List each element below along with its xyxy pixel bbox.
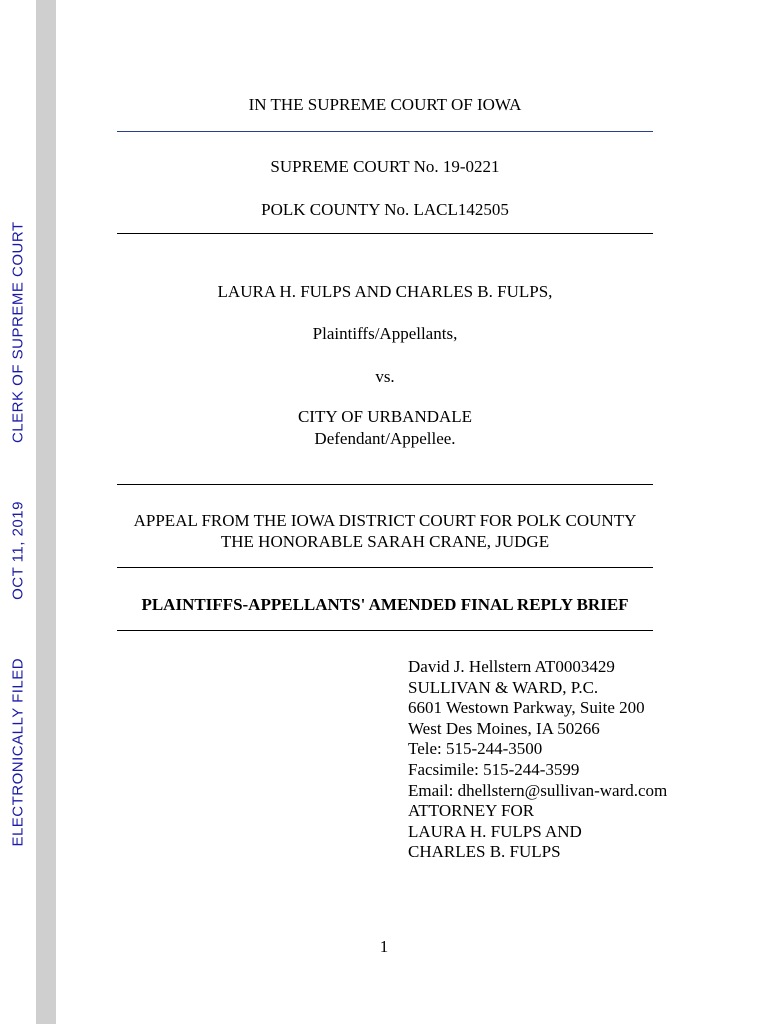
- stamp-filed: ELECTRONICALLY FILED: [9, 657, 27, 847]
- plaintiffs-names: LAURA H. FULPS AND CHARLES B. FULPS,: [217, 282, 553, 301]
- attorney-role-line2: LAURA H. FULPS AND: [408, 821, 582, 841]
- defendant-role: Defendant/Appellee.: [314, 429, 456, 448]
- stamp-date: OCT 11, 2019: [9, 501, 27, 600]
- divider: [117, 131, 653, 132]
- versus: vs.: [375, 367, 395, 386]
- attorney-telephone: Tele: 515-244-3500: [408, 739, 543, 759]
- divider: [117, 567, 653, 568]
- attorney-facsimile: Facsimile: 515-244-3599: [408, 759, 580, 779]
- attorney-name: David J. Hellstern AT0003429: [408, 657, 615, 676]
- divider: [117, 484, 653, 485]
- attorney-address-line1: 6601 Westown Parkway, Suite 200: [408, 698, 645, 718]
- attorney-block: [408, 657, 667, 863]
- attorney-email: Email: dhellstern@sullivan-ward.com: [408, 780, 668, 800]
- filing-stamp: [10, 221, 27, 846]
- brief-title: PLAINTIFFS-APPELLANTS' AMENDED FINAL REPLY BRIEF: [141, 595, 629, 614]
- divider: [117, 233, 653, 234]
- page-number: 1: [379, 937, 389, 956]
- attorney-address-line2: West Des Moines, IA 50266: [408, 718, 600, 738]
- county-number: POLK COUNTY No. LACL142505: [261, 200, 509, 219]
- stamp-clerk: CLERK OF SUPREME COURT: [9, 221, 27, 444]
- appeal-from: APPEAL FROM THE IOWA DISTRICT COURT FOR POLK COUNTY: [133, 511, 637, 530]
- divider: [117, 630, 653, 631]
- attorney-firm: SULLIVAN & WARD, P.C.: [408, 677, 599, 697]
- supreme-court-number: SUPREME COURT No. 19-0221: [270, 157, 500, 176]
- defendant-name: CITY OF URBANDALE: [297, 407, 473, 426]
- court-heading: IN THE SUPREME COURT OF IOWA: [248, 95, 522, 114]
- page-margin-bar: [36, 0, 56, 1024]
- attorney-role-line3: CHARLES B. FULPS: [408, 842, 561, 862]
- appeal-judge: THE HONORABLE SARAH CRANE, JUDGE: [220, 532, 550, 551]
- attorney-role-line1: ATTORNEY FOR: [408, 801, 535, 821]
- plaintiffs-role: Plaintiffs/Appellants,: [312, 324, 458, 343]
